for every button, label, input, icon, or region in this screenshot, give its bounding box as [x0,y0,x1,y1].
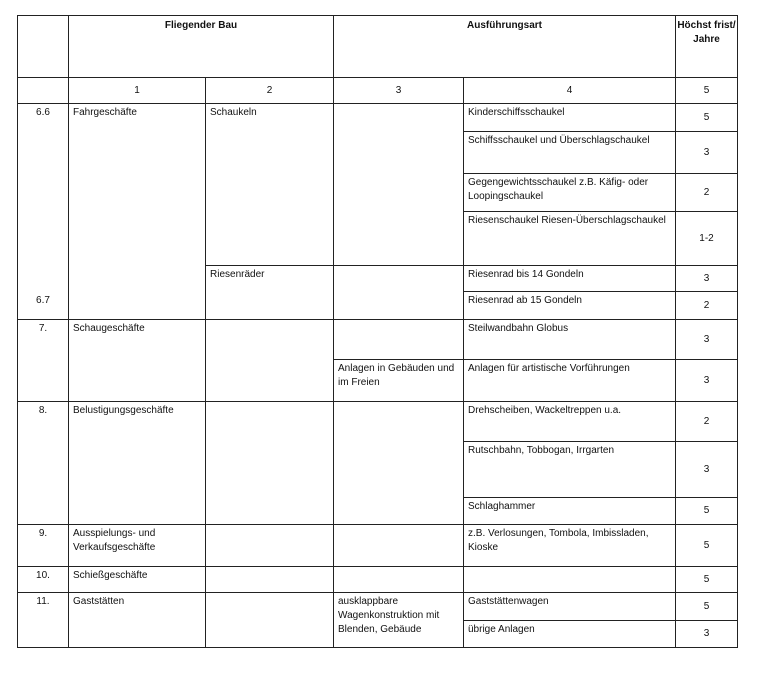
header-ausfuehrungsart: Ausführungsart [334,16,676,78]
frist-schlaghammer: 5 [676,498,738,525]
item-riesenrad-ab-15: Riesenrad ab 15 Gondeln [464,292,676,320]
col2-empty-gaststaetten [206,593,334,648]
item-gegengewichtsschaukel: Gegengewichtsschaukel z.B. Käfig- oder Loopingschaukel [464,174,676,212]
header-hoechstfrist: Höchst frist/ Jahre [676,16,738,78]
header-corner-cell [18,16,69,78]
frist-uebrige-anlagen: 3 [676,621,738,648]
item-steilwandbahn: Steilwandbahn Globus [464,320,676,360]
col3-empty-schaukeln [334,104,464,266]
item-riesenrad-bis-14: Riesenrad bis 14 Gondeln [464,266,676,292]
col3-empty-riesenraeder [334,266,464,320]
item-drehscheiben: Drehscheiben, Wackeltreppen u.a. [464,402,676,442]
frist-kinderschiffsschaukel: 5 [676,104,738,132]
item-uebrige-anlagen: übrige Anlagen [464,621,676,648]
row-number-6-7: 6.7 [36,295,50,306]
col3-empty-schiess [334,567,464,593]
row-number-11: 11. [18,593,69,648]
item-schlaghammer: Schlaghammer [464,498,676,525]
col3-empty-steilwandbahn [334,320,464,360]
item-kinderschiffsschaukel: Kinderschiffsschaukel [464,104,676,132]
category-ausspielungs-verkaufsgeschaefte: Ausspielungs- und Verkaufsgeschäfte [69,525,206,567]
col4-empty-schiess [464,567,676,593]
col3-wagenkonstruktion: ausklappbare Wagenkonstruktion mit Blenden, Gebäude [334,593,464,648]
item-gaststaettenwagen: Gaststättenwagen [464,593,676,621]
colnum-3: 3 [334,78,464,104]
frist-schiffsschaukel: 3 [676,132,738,174]
row-number-7: 7. [18,320,69,402]
item-riesenschaukel: Riesenschaukel Riesen-Überschlagschaukel [464,212,676,266]
row-number-9: 9. [18,525,69,567]
item-artistische-vorfuehrungen: Anlagen für artistische Vorführungen [464,360,676,402]
frist-verlosungen: 5 [676,525,738,567]
frist-steilwandbahn: 3 [676,320,738,360]
frist-artistische-vorfuehrungen: 3 [676,360,738,402]
subcategory-schaukeln: Schaukeln [206,104,334,266]
col3-anlagen-gebaeude: Anlagen in Gebäuden und im Freien [334,360,464,402]
row-number-cell-6-6 [18,104,69,320]
category-fahrgeschaefte: Fahrgeschäfte [69,104,206,320]
colnum-4: 4 [464,78,676,104]
header-fliegender-bau: Fliegender Bau [69,16,334,78]
col2-empty-belustigung [206,402,334,525]
item-rutschbahn: Rutschbahn, Tobbogan, Irrgarten [464,442,676,498]
frist-riesenschaukel: 1-2 [676,212,738,266]
category-schaugeschaefte: Schaugeschäfte [69,320,206,402]
row-number-6-6: 6.6 [36,107,50,118]
frist-riesenrad-ab-15: 2 [676,292,738,320]
fristen-table [17,15,738,648]
subcategory-riesenraeder: Riesenräder [206,266,334,320]
colnum-2: 2 [206,78,334,104]
category-schiessgeschaefte: Schießgeschäfte [69,567,206,593]
frist-schiessgeschaefte: 5 [676,567,738,593]
frist-gegengewichtsschaukel: 2 [676,174,738,212]
item-schiffsschaukel: Schiffsschaukel und Überschlagschaukel [464,132,676,174]
frist-riesenrad-bis-14: 3 [676,266,738,292]
frist-drehscheiben: 2 [676,402,738,442]
category-belustigungsgeschaefte: Belustigungsgeschäfte [69,402,206,525]
col2-empty-ausspielung [206,525,334,567]
frist-gaststaettenwagen: 5 [676,593,738,621]
colnum-5: 5 [676,78,738,104]
colnum-empty-cell [18,78,69,104]
col3-empty-ausspielung [334,525,464,567]
row-number-8: 8. [18,402,69,525]
colnum-1: 1 [69,78,206,104]
frist-rutschbahn: 3 [676,442,738,498]
category-gaststaetten: Gaststätten [69,593,206,648]
row-number-10: 10. [18,567,69,593]
item-verlosungen: z.B. Verlosungen, Tombola, Imbissladen, Kioske [464,525,676,567]
col2-empty-schaugeschaefte [206,320,334,402]
col2-empty-schiess [206,567,334,593]
col3-empty-belustigung [334,402,464,525]
